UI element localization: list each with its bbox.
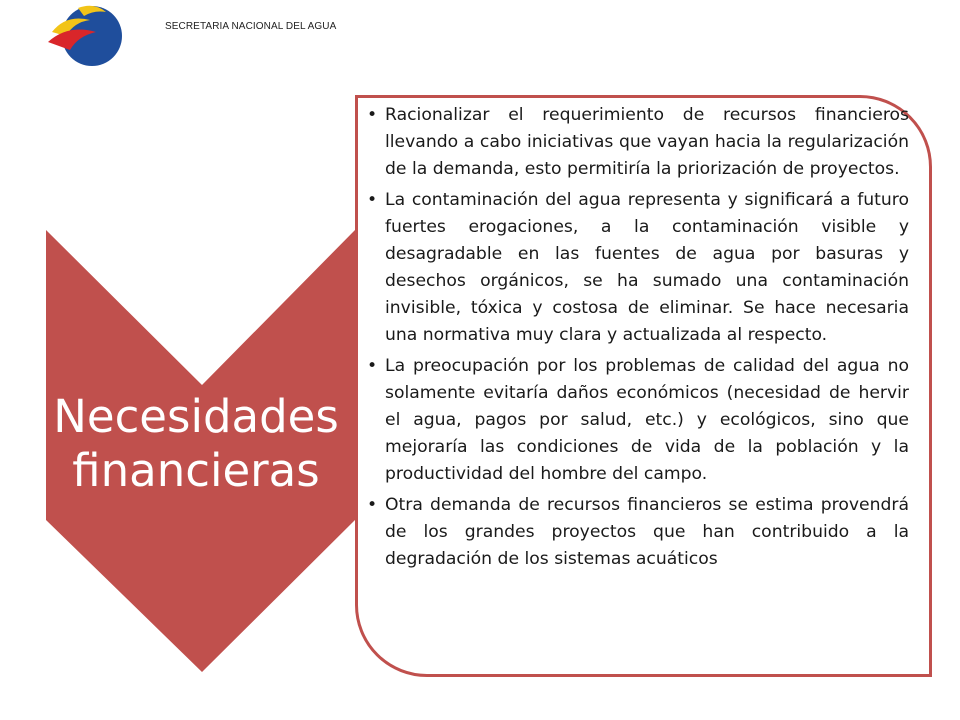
bullet-item (363, 492, 909, 573)
chevron-title: Necesidades financieras (53, 390, 339, 497)
bullet-text: La contaminación del agua representa y significará a futuro fuertes erogaciones, a la contaminación visible y desagradable en las fuentes de agua por basuras y desechos orgánicos, se ha sumado una contaminación invisible, tóxica y costosa de eliminar. Se hace necesaria una normativa muy clara y actualizada al respecto. (385, 190, 909, 345)
bullet-dot-icon: • (367, 495, 378, 515)
bullet-dot-icon: • (367, 356, 378, 376)
org-name: SECRETARIA NACIONAL DEL AGUA (165, 21, 337, 32)
bullet-text: Racionalizar el requerimiento de recursos financieros llevando a cabo iniciativas que vayan hacia la regularización de la demanda, esto permitiría la priorización de proyectos. (385, 105, 909, 179)
bullet-item (363, 102, 909, 183)
bullet-text: Otra demanda de recursos financieros se estima provendrá de los grandes proyectos que han contribuido a la degradación de los sistemas acuáticos (385, 495, 909, 569)
bullet-text: La preocupación por los problemas de calidad del agua no solamente evitaría daños económicos (necesidad de hervir el agua, pagos por salud, etc.) y ecológicos, sino que mejoraría las condiciones de vida de la población y la productividad del hombre del campo. (385, 356, 909, 484)
bullet-dot-icon: • (367, 190, 378, 210)
bullet-list (363, 102, 909, 577)
bullet-item (363, 187, 909, 349)
bullet-dot-icon: • (367, 105, 378, 125)
bullet-item (363, 353, 909, 488)
